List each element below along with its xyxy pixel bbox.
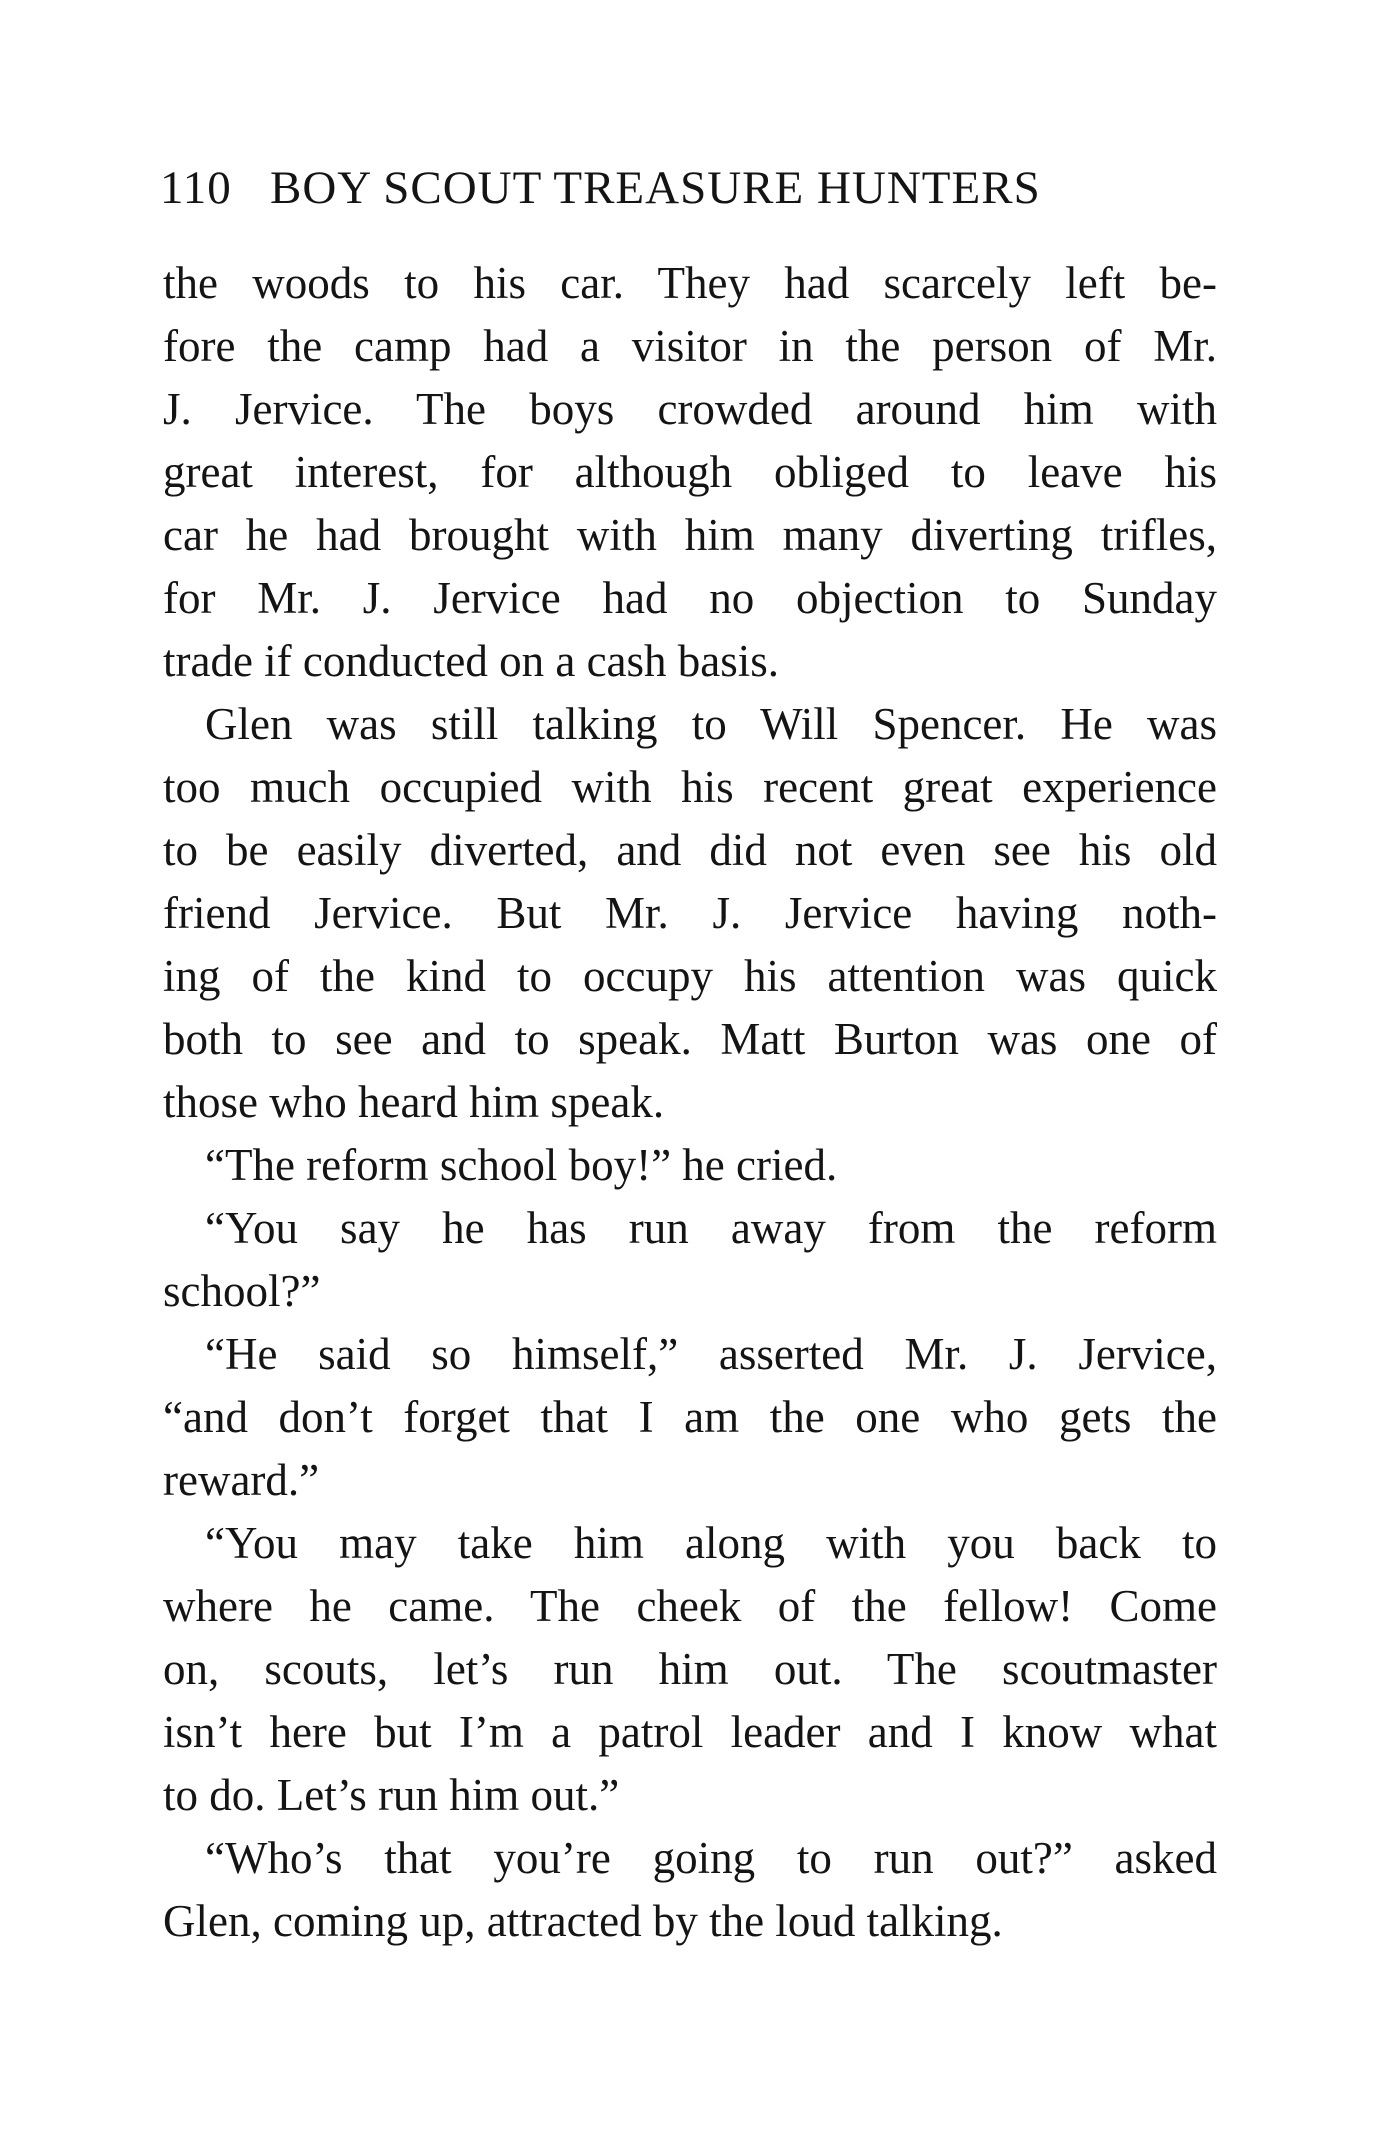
text-line: Glen was still talking to Will Spencer. He was bbox=[205, 699, 1217, 749]
text-line: the woods to his car. They had scarcely left be- bbox=[163, 258, 1217, 308]
text-line: too much occupied with his recent great experience bbox=[163, 762, 1217, 812]
text-line: to do. Let’s run him out.” bbox=[163, 1770, 620, 1820]
book-title: BOY SCOUT TREASURE HUNTERS bbox=[270, 162, 1041, 214]
text-line: where he came. The cheek of the fellow! Come bbox=[163, 1581, 1217, 1631]
text-line: school?” bbox=[163, 1266, 321, 1316]
text-line: fore the camp had a visitor in the person of Mr. bbox=[163, 321, 1217, 371]
text-line: ing of the kind to occupy his attention was quick bbox=[163, 951, 1217, 1001]
text-line: to be easily diverted, and did not even see his old bbox=[163, 825, 1217, 875]
text-line: great interest, for although obliged to leave his bbox=[163, 447, 1217, 497]
text-line: “The reform school boy!” he cried. bbox=[205, 1140, 838, 1190]
text-line: “You may take him along with you back to bbox=[205, 1518, 1217, 1568]
text-line: Glen, coming up, attracted by the loud talking. bbox=[163, 1896, 1003, 1946]
text-line: reward.” bbox=[163, 1455, 320, 1505]
text-line: for Mr. J. Jervice had no objection to Sunday bbox=[163, 573, 1217, 623]
text-line: on, scouts, let’s run him out. The scoutmaster bbox=[163, 1644, 1217, 1694]
text-line: “and don’t forget that I am the one who gets the bbox=[163, 1392, 1217, 1442]
text-line: friend Jervice. But Mr. J. Jervice having noth- bbox=[163, 888, 1217, 938]
text-line: J. Jervice. The boys crowded around him with bbox=[163, 384, 1217, 434]
running-head bbox=[160, 158, 1220, 218]
text-line: “You say he has run away from the reform bbox=[205, 1203, 1217, 1253]
text-line: both to see and to speak. Matt Burton was one of bbox=[163, 1014, 1217, 1064]
text-line: “He said so himself,” asserted Mr. J. Jervice, bbox=[205, 1329, 1217, 1379]
text-line: “Who’s that you’re going to run out?” asked bbox=[205, 1833, 1217, 1883]
text-line: car he had brought with him many diverting trifles, bbox=[163, 510, 1217, 560]
page-number: 110 bbox=[160, 162, 232, 214]
text-line: those who heard him speak. bbox=[163, 1077, 665, 1127]
text-line: trade if conducted on a cash basis. bbox=[163, 636, 780, 686]
body-text bbox=[163, 252, 1217, 1953]
text-line: isn’t here but I’m a patrol leader and I know what bbox=[163, 1707, 1217, 1757]
